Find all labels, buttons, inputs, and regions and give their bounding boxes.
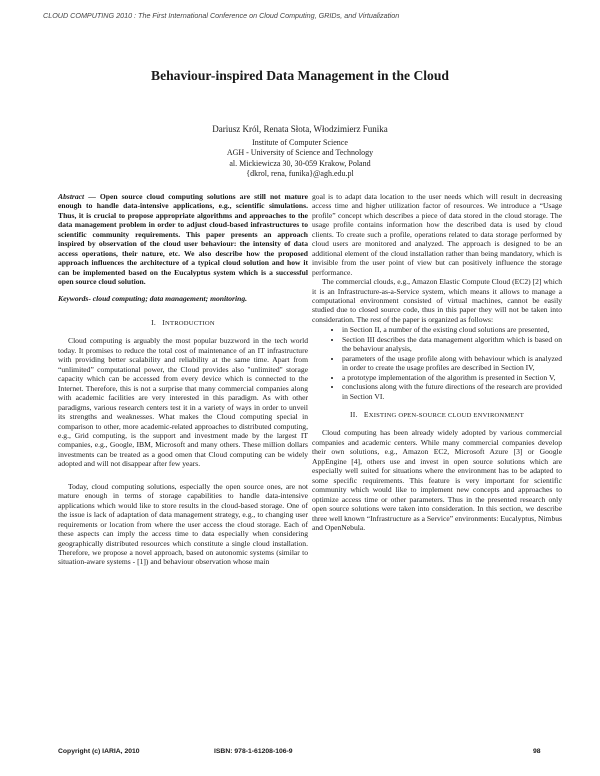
list-item: • parameters of the usage profile along with behaviour which is analyzed in order to create the usage profiles are described in Section IV, (342, 354, 562, 373)
paragraph: Cloud computing is arguably the most popular buzzword in the tech world today. It promises to reduce the total cost of maintenance of an IT infrastructure with providing better scalability and reliability at the same time. Apart from “unlimited” computational power, the Cloud provides also "unlimited" storage capacity which can be accessed from every device which is connected to the Internet. Therefore, this is not a surprise that many commercial companies along with academic facilities are very interested in this paradigm. As with other paradigms, various research centers test it in a variety of ways in order to unveil its strengths and weaknesses. What makes the Cloud computing special in comparison to other, more academic-related approaches to distributed computing, e.g., Grid computing, is the support and investment made by the largest IT companies, e.g., Google, IBM, Microsoft and many others. These million dollars investments can be treated as a good omen that Cloud computing can be widely adopted and will not disappear after few years. (58, 336, 308, 469)
abstract-text: — Open source cloud computing solutions are still not mature enough to handle data-intensive applications, e.g., scientific simulations. Thus, it is crucial to propose appropriate algorithms and approaches to the data management problem in order to adjust cloud-based infrastructures to scientific community requirements. This paper presents an approach inspired by observation of the cloud user behaviour: the intensity of data access operations, their nature, etc. We also describe how the proposed approach influences the architecture of a typical cloud solution and how it can be implemented based on the Eucalyptus system which is a successful open source cloud solution. (58, 192, 308, 287)
author-list: Dariusz Król, Renata Słota, Włodzimierz Funika (212, 124, 388, 134)
affiliation-block (0, 138, 600, 180)
section-initial: E (363, 409, 369, 419)
paragraph: Cloud computing has been already widely adopted by various commercial companies and academic centers. While many commercial companies develop their own solutions, e.g., Amazon EC2, Microsoft Azure [3] or Google AppEngine [4], others use and invest in open source solutions which are especially well suited for situations where the environment has to be adapted to some specific requirements. This feature is very important for scientific community which would like to implement new concepts and approaches to optimize access time or other parameters. Thus in the presented research only open source solutions were taken into consideration. In this section, we describe three well known “Infrastructure as a Service” environments: Eucalyptus, Nimbus and OpenNebula. (312, 428, 562, 532)
paragraph: Today, cloud computing solutions, especially the open source ones, are not mature enough in terms of storage capabilities to handle data-intensive applications which would like to store results in the cloud-based storage. One of the issue is lack of adaptation of data management strategy, e.g., to changing user requirements or location from where the user access the cloud storage. Each of these aspects can imply the access time to data especially when considering geographically distributed resources which constitute a single cloud installation. Therefore, we propose a novel approach, based on autonomic systems (similar to situation-aware systems - [1]) and behaviour observation whose main (58, 481, 308, 567)
footer-copyright: Copyright (c) IARIA, 2010 (58, 748, 140, 755)
list-item: • in Section II, a number of the existing cloud solutions are presented, (342, 325, 562, 334)
affiliation-university: AGH - University of Science and Technology (226, 148, 374, 158)
section-heading-existing-environment (312, 410, 562, 420)
abstract-label: Abstract (58, 192, 85, 201)
section-number: II. (350, 409, 358, 419)
left-column (58, 192, 308, 567)
conference-header: CLOUD COMPUTING 2010 : The First International Conference on Cloud Computing, GRIDs, and Virtualization (43, 11, 400, 20)
section-title: NTRODUCTION (165, 319, 215, 327)
affiliation-email[interactable]: {dkrol, rena, funika}@agh.edu.pl (246, 169, 354, 179)
list-item: • a prototype implementation of the algorithm is presented in Section V, (342, 373, 562, 382)
affiliation-address: al. Mickiewicza 30, 30-059 Krakow, Poland (229, 158, 371, 168)
section-list (312, 325, 562, 401)
paragraph: goal is to adapt data location to the user needs which will result in decreasing access time and higher utilization factor of resources. We introduce a “Usage profile” concept which describes a piece of data stored in the cloud storage. The usage profile contains information how the described data is used by cloud clients. To create such a profile, operations related to data storage performed by cloud users are monitored and analyzed. The approach is designed to be an additional element of the cloud installation rather than being mandatory, which is invisible from the user point of view but can positively influence the storage performance. (312, 192, 562, 277)
affiliation-institute: Institute of Computer Science (252, 138, 348, 147)
section-initial: I (162, 317, 166, 327)
paragraph: The commercial clouds, e.g., Amazon Elastic Compute Cloud (EC2) [2] which it is an Infrastructure-as-a-Service system, which means it allows to manage a computational environment consisted of virtual machines, cannot be easily studied due to closed source code, thus in this paper they will not be taken into consideration. The rest of the paper is organized as follows: (312, 277, 562, 324)
paper-title: Behaviour-inspired Data Management in the Cloud (151, 68, 449, 83)
list-item: • Section III describes the data management algorithm which is based on the behaviour analysis, (342, 335, 562, 354)
abstract (58, 192, 308, 287)
list-item: • conclusions along with the future directions of the research are provided in Section VI. (342, 382, 562, 401)
page-number: 98 (533, 748, 541, 755)
right-column (312, 192, 562, 532)
keywords: Keywords- cloud computing; data management; monitoring. (58, 293, 248, 303)
footer-isbn: ISBN: 978-1-61208-106-9 (214, 748, 293, 755)
section-title: XISTING OPEN-SOURCE CLOUD ENVIRONMENT (368, 411, 524, 419)
section-heading-introduction (58, 318, 308, 328)
section-number: I. (151, 317, 156, 327)
